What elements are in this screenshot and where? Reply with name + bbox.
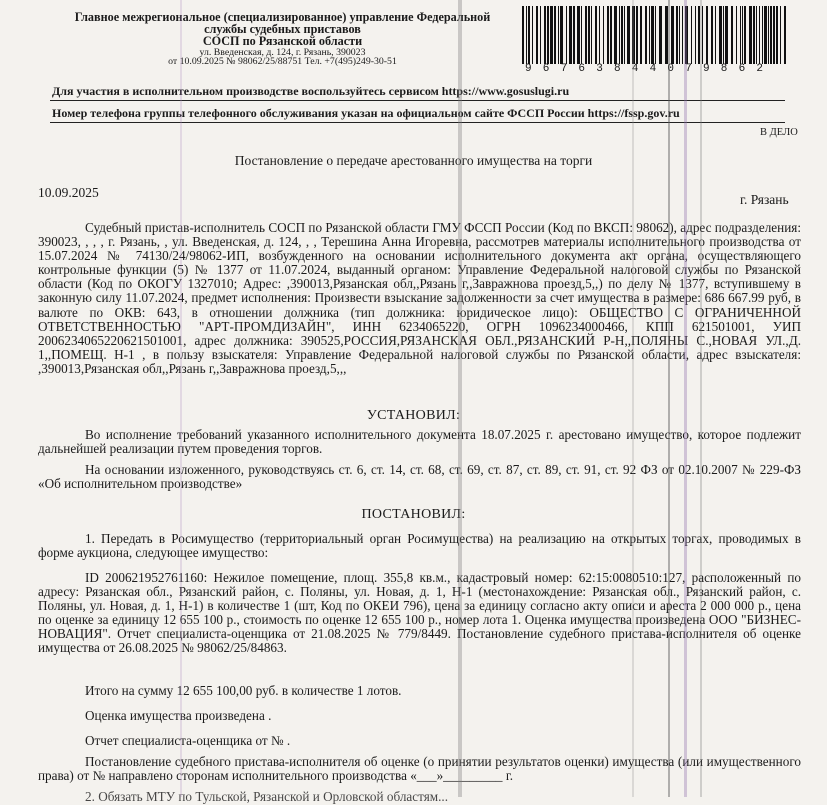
issuer-header [20,11,545,67]
barcode-bar [711,6,713,64]
stamp-in-file: В ДЕЛО [760,127,798,138]
barcode-bar [569,6,572,64]
document-date: 10.09.2025 [38,185,99,200]
barcode-bar [723,6,724,64]
barcode-bar [671,6,674,64]
barcode-bar [554,6,556,64]
item-1-text: 1. Передать в Росимущество (территориальный орган Росимущества) на реализацию на открытых торгах, проводимых в форме аукциона, следующее имущество: [38,531,801,561]
established-heading: УСТАНОВИЛ: [366,408,461,423]
barcode-bar [695,6,696,64]
barcode-bar [536,6,538,64]
barcode-bar [566,6,567,64]
barcode-bar [532,6,533,64]
barcode-bar [624,6,625,64]
barcode-bar [632,6,635,64]
barcode-bar [591,6,592,64]
property-description: ID 200621952761160: Нежилое помещение, площ. 355,8 кв.м., кадастровый номер: 62:15:0080510:127, расположенный по адресу: Рязанская обл., Рязанский район, с. Поляны, ул. Новая, д. 1, Н-1 (местонахождение: Рязанская обл., Рязанский район, с. Поляны, ул. Новая, д. 1, Н-1) в количестве 1 (шт, Код по ОКЕИ 796), цена за единицу согласно акту описи и ареста 2 000 000 р., цена по оценке за единицу 12 655 100 р., стоимость по оценке 12 655 100 р., номер лота 1. Оценка имущества произведена ООО "БИЗНЕС-НОВАЦИЯ". Отчет специалиста-оценщика от 21.08.2025 № 779/8449. Постановление судебного пристава-исполнителя об оценке имущества от 26.08.2025 № 98062/25/84863. [38,570,801,656]
barcode-bar [547,6,549,64]
issuer-line-3: СОСП по Рязанской области [202,34,363,49]
resolution-paragraph: Постановление судебного пристава-исполнителя об оценке (о принятии результатов оценки) имущества (или имущественного права) от № направлено сторонам исполнительного производства «___»_________ г. [38,754,801,784]
barcode-bar [560,6,563,64]
barcode-bar [636,6,638,64]
resolved-heading: ПОСТАНОВИЛ: [361,507,466,522]
barcode-bar [731,6,733,64]
barcode-number: 96763844079862 [525,63,775,75]
barcode-bar [756,6,757,64]
barcode-bar [550,6,553,64]
issuer-line-2: службы судебных приставов [204,22,361,37]
barcode-bar [768,6,769,64]
barcode-bar [649,6,650,64]
barcode-bar [588,6,590,64]
divider-2 [50,122,785,123]
scan-streak [684,0,687,797]
barcode-bar [744,6,746,64]
barcode-bar [522,6,524,64]
scan-streak [700,0,702,797]
gosuslugi-note: Для участия в исполнительном производстве воспользуйтесь сервисом https://www.gosuslugi.ru [52,84,570,98]
barcode-bar [725,6,728,64]
barcode-bar [676,6,678,64]
valuation-line: Оценка имущества произведена . [85,708,272,723]
barcode-bar [603,6,604,64]
barcode-bar [607,6,609,64]
document-title: Постановление о передаче арестованного имущества на торги [234,153,593,168]
barcode-bar [573,6,575,64]
barcode-bar [627,6,630,64]
barcode-bar [585,6,587,64]
barcode-bar [679,6,680,64]
barcode-bar [595,6,597,64]
issuer-ref-phone: от 10.09.2025 № 98062/25/88751 Тел. +7(495)249-30-51 [168,56,397,68]
barcode-bar [558,6,559,64]
barcode-bar [526,6,527,64]
barcode-bar [528,6,530,64]
issuer-address: ул. Введенская, д. 124, г. Рязань, 390023 [199,46,366,58]
barcode-bar [577,6,580,64]
barcode-bar [651,6,654,64]
barcode-bar [702,6,703,64]
document-city: г. Рязань [740,192,789,207]
barcode-bar [776,6,778,64]
issuer-line-1: Главное межрегиональное (специализированное) управление Федеральной [74,10,491,24]
barcode-bar [715,6,716,64]
barcode-bar [614,6,617,64]
barcode-bar [749,6,752,64]
item-2-partial: 2. Обязать МТУ по Тульской, Рязанской и Орловской областям... [85,789,449,804]
barcode-bar [610,6,612,64]
barcode-bar [706,6,708,64]
barcode-bar [773,6,775,64]
barcode-bar [742,6,743,64]
barcode-bar [698,6,700,64]
total-line: Итого на сумму 12 655 100,00 руб. в количестве 1 лотов. [85,683,402,698]
barcode-bar [540,6,541,64]
barcode-bar [753,6,755,64]
barcode-bar [736,6,737,64]
barcode-bar [640,6,642,64]
barcode-bar [780,6,781,64]
divider-1 [50,100,785,101]
barcode-bar [719,6,722,64]
report-line: Отчет специалиста-оценщика от № . [85,733,291,748]
barcode-bar [759,6,760,64]
barcode-bar [691,6,692,64]
barcode-bar [621,6,623,64]
phone-note: Номер телефона группы телефонного обслуживания указан на официальном сайте ФССП России https://fssp.gov.ru [52,106,680,120]
barcode-bar [599,6,600,64]
barcode-bar [682,6,683,64]
barcode-bar [764,6,767,64]
barcode-bar [665,6,668,64]
barcode [520,6,790,64]
barcode-bar [659,6,662,64]
basis-text: На основании изложенного, руководствуясь ст. 6, ст. 14, ст. 68, ст. 69, ст. 87, ст. 89, ст. 91, ст. 92 ФЗ от 02.10.2007 № 229-ФЗ «Об исполнительном производстве» [38,462,801,492]
barcode-bar [581,6,582,64]
barcode-bar [655,6,656,64]
barcode-bar [740,6,741,64]
barcode-bar [762,6,763,64]
barcode-bar [619,6,620,64]
barcode-bar [784,6,786,64]
intro-paragraph: Судебный пристав-исполнитель СОСП по Рязанской области ГМУ ФССП России (Код по ВКСП: 98062), адрес подразделения: 390023, , , , г. Рязань, , ул. Введенская, д. 124, , , Терешина Анна Игоревна, рассмотрев материалы исполнительного производства от 15.07.2024 № 74130/24/98062-ИП, возбужденного на основании исполнительного документа акт органа, осуществляющего контрольные функции (5) № 1377 от 11.07.2024, выданный органом: Управление Федеральной налоговой службы по Рязанской области (Код по ОКОГУ 1327010; Адрес: ,390013,Рязанская обл,,Рязань г,,Завражнова проезд,5,,) по делу № 1377, вступившему в законную силу 11.07.2024, предмет исполнения: Произвести взыскание задолженности за счет имущества в размере: 686 667.99 руб, в валюте по ОКВ: 643, в отношении должника (тип должника: юридическое лицо): ОБЩЕСТВО С ОГРАНИЧЕННОЙ ОТВЕТСТВЕННОСТЬЮ "АРТ-ПРОМДИЗАЙН", ИНН 6234065220, ОГРН 1096234000466, КПП 621501001, УИП 2006234065220621501001, адрес должника: 390525,РОССИЯ,РЯЗАНСКАЯ ОБЛ.,РЯЗАНСКИЙ Р-Н,,ПОЛЯНЫ С.,НОВАЯ УЛ.,Д. 1,,ПОМЕЩ. Н-1 , в пользу взыскателя: Управление Федеральной налоговой службы по Рязанской области, адрес взыскателя: ,390013,Рязанская обл,,Рязань г,,Завражнова проезд,5,,, [38,220,801,376]
barcode-bar [544,6,546,64]
established-text: Во исполнение требований указанного исполнительного документа 18.07.2025 г. арестовано имущество, которое подлежит дальнейшей реализации путем проведения торгов. [38,427,801,457]
barcode-bar [645,6,647,64]
barcode-bar [770,6,772,64]
barcode-bar [685,6,688,64]
